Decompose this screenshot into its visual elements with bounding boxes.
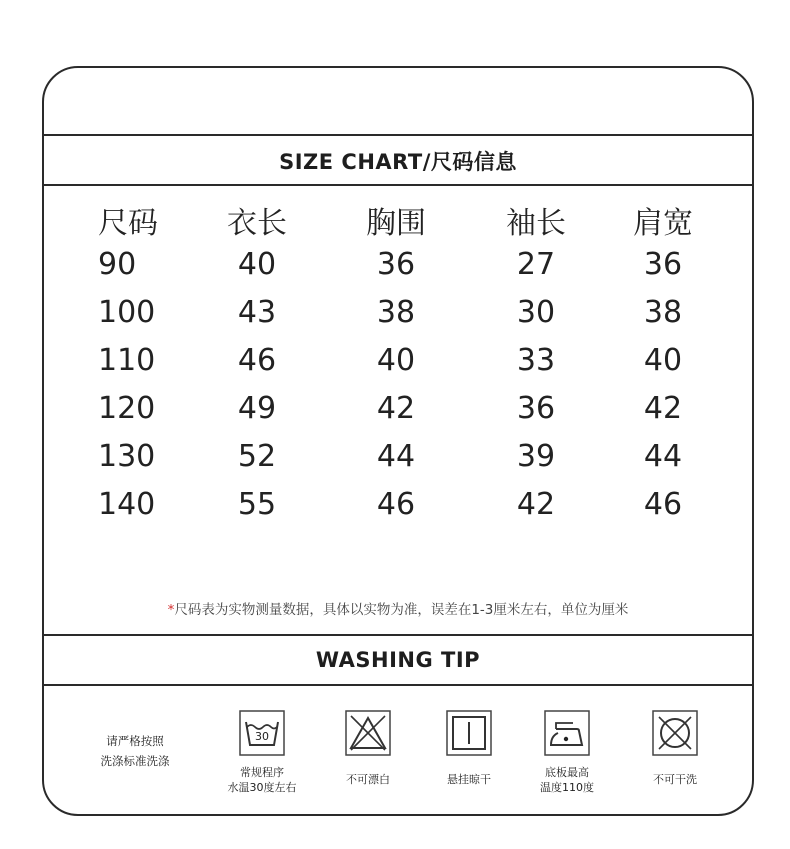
divider <box>42 184 754 186</box>
hang-dry-icon <box>445 709 493 757</box>
table-cell: 36 <box>516 391 556 426</box>
table-cell: 44 <box>376 439 416 474</box>
no-bleach-item <box>313 709 423 787</box>
table-cell: 44 <box>643 439 683 474</box>
wash-30-icon <box>238 709 286 757</box>
table-cell: 42 <box>516 487 556 522</box>
no-dry-clean-item <box>620 709 730 787</box>
table-cell: 130 <box>98 439 156 474</box>
size-chart-title: SIZE CHART/尺码信息 <box>279 150 517 174</box>
table-cell: 42 <box>643 391 683 426</box>
note-text: 尺码表为实物测量数据，具体以实物为准，误差在1-3厘米左右，单位为厘米 <box>174 602 629 618</box>
table-cell: 120 <box>98 391 156 426</box>
header-chest: 胸围 <box>366 206 426 241</box>
header-length: 衣长 <box>227 206 287 241</box>
table-cell: 43 <box>237 295 277 330</box>
table-cell: 46 <box>237 343 277 378</box>
divider <box>42 634 754 636</box>
measurement-note <box>42 598 754 618</box>
table-cell: 40 <box>643 343 683 378</box>
table-cell: 39 <box>516 439 556 474</box>
table-cell: 49 <box>237 391 277 426</box>
table-cell: 36 <box>376 247 416 282</box>
divider <box>42 134 754 136</box>
table-cell: 38 <box>376 295 416 330</box>
washing-tip-title: WASHING TIP <box>315 648 481 672</box>
no-dry-clean-icon <box>651 709 699 757</box>
no-bleach-icon <box>344 709 392 757</box>
hang-dry-item <box>414 709 524 787</box>
table-cell: 100 <box>98 295 156 330</box>
table-cell: 110 <box>98 343 156 378</box>
wash-temperature: 30 <box>255 730 269 743</box>
no-dry-clean-label: 不可干洗 <box>653 773 697 786</box>
instruction-line-1: 请严格按照 <box>106 734 164 748</box>
header-size: 尺码 <box>98 206 158 241</box>
hang-dry-label: 悬挂晾干 <box>447 773 491 786</box>
table-cell: 33 <box>516 343 556 378</box>
table-cell: 38 <box>643 295 683 330</box>
divider <box>42 684 754 686</box>
washing-instruction <box>75 731 195 771</box>
table-cell: 36 <box>643 247 683 282</box>
no-bleach-label: 不可漂白 <box>346 773 390 786</box>
header-shoulder: 肩宽 <box>633 206 693 241</box>
table-cell: 40 <box>376 343 416 378</box>
header-sleeve: 袖长 <box>506 206 566 241</box>
iron-label-1: 底板最高 <box>545 766 589 779</box>
iron-110-item <box>512 709 622 795</box>
wash-label-1: 常规程序 <box>240 766 284 779</box>
table-cell: 42 <box>376 391 416 426</box>
iron-110-icon <box>543 709 591 757</box>
table-cell: 140 <box>98 487 156 522</box>
table-cell: 90 <box>98 247 137 282</box>
iron-label-2: 温度110度 <box>540 781 594 794</box>
table-cell: 46 <box>376 487 416 522</box>
table-cell: 40 <box>237 247 277 282</box>
table-cell: 46 <box>643 487 683 522</box>
note-star: * <box>167 602 175 618</box>
table-cell: 52 <box>237 439 277 474</box>
wash-30-item <box>207 709 317 795</box>
table-cell: 27 <box>516 247 556 282</box>
table-cell: 55 <box>237 487 277 522</box>
table-cell: 30 <box>516 295 556 330</box>
wash-label-2: 水温30度左右 <box>227 781 297 794</box>
instruction-line-2: 洗涤标准洗涤 <box>100 754 170 768</box>
